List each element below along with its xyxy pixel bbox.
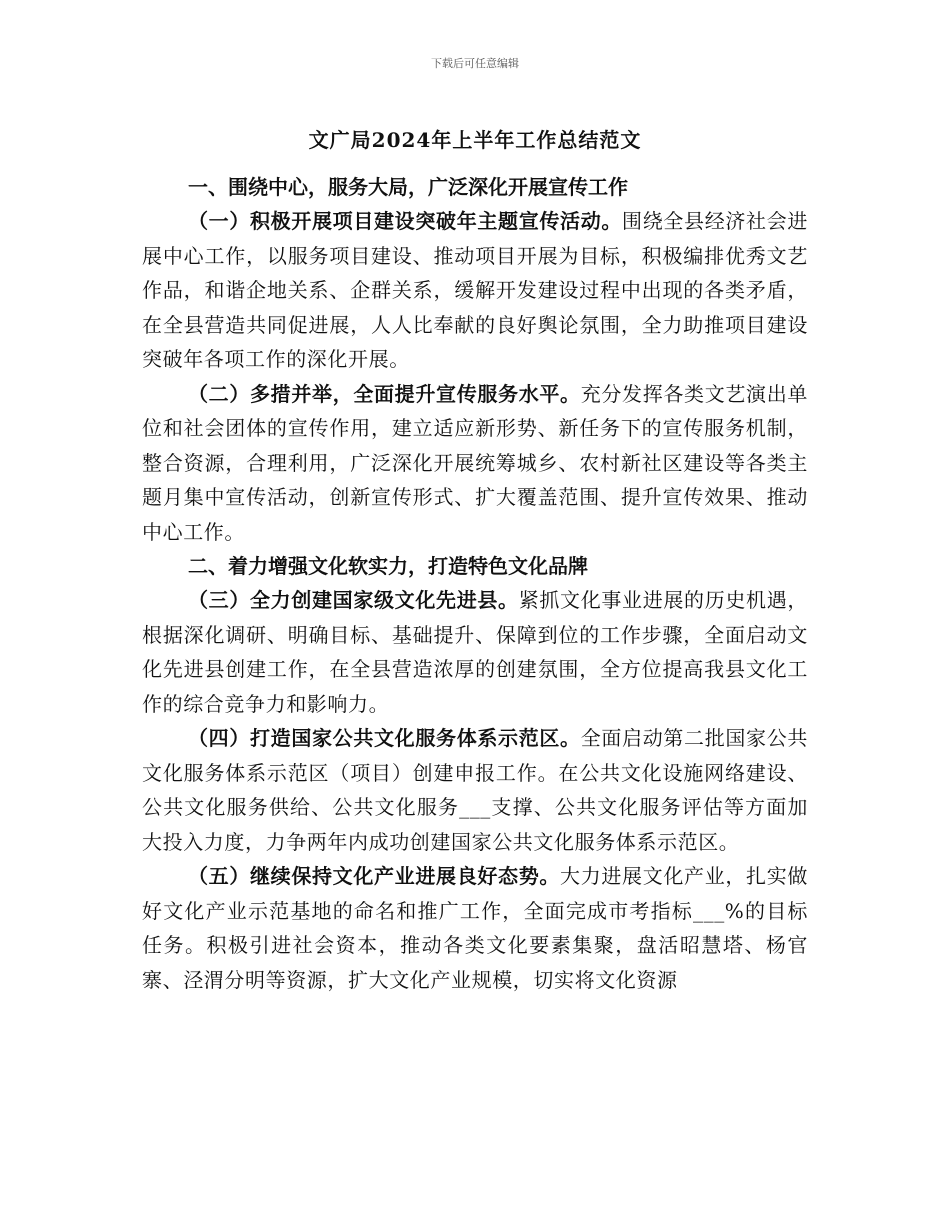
paragraph bbox=[142, 204, 808, 377]
paragraph-lead: （三）全力创建国家级文化先进县。 bbox=[188, 588, 519, 612]
paragraph-lead: （四）打造国家公共文化服务体系示范区。 bbox=[188, 726, 581, 750]
paragraph-body: 大力进展文化产业，扎实做好文化产业示范基地的命名和推广工作，全面完成市考指标___%的目标任务。积极引进社会资本，推动各类文化要素集聚，盘活昭慧塔、杨官寨、泾渭分明等资源，扩大文化产业规模，切实将文化资源 bbox=[142, 864, 808, 992]
document-title: 文广局2024年上半年工作总结范文 bbox=[308, 128, 642, 152]
paragraph-lead: （二）多措并举，全面提升宣传服务水平。 bbox=[188, 381, 581, 406]
paragraph bbox=[142, 859, 808, 997]
paragraph-lead: （五）继续保持文化产业进展良好态势。 bbox=[188, 864, 561, 888]
paragraph-body: 紧抓文化事业进展的历史机遇，根据深化调研、明确目标、基础提升、保障到位的工作步骤，全面启动文化先进县创建工作，在全县营造浓厚的创建氛围，全方位提高我县文化工作的综合竞争力和影响力。 bbox=[142, 588, 808, 716]
paragraph-lead: （一）积极开展项目建设突破年主题宣传活动。 bbox=[188, 209, 623, 233]
paragraph bbox=[142, 377, 808, 550]
section-heading: 一、围绕中心，服务大局，广泛深化开展宣传工作 bbox=[188, 175, 628, 199]
paragraph-body: 充分发挥各类文艺演出单位和社会团体的宣传作用，建立适应新形势、新任务下的宣传服务机制，整合资源，合理利用，广泛深化开展统筹城乡、农村新社区建设等各类主题月集中宣传活动，创新宣传形式、扩大覆盖范围、提升宣传效果、推动中心工作。 bbox=[142, 381, 808, 544]
document-body bbox=[142, 170, 808, 997]
paragraph-body: 全面启动第二批国家公共文化服务体系示范区（项目）创建申报工作。在公共文化设施网络建设、公共文化服务供给、公共文化服务___支撑、公共文化服务评估等方面加大投入力度，力争两年内成功创建国家公共文化服务体系示范区。 bbox=[142, 726, 808, 854]
page-header-note: 下载后可任意编辑 bbox=[431, 57, 519, 70]
paragraph bbox=[142, 583, 808, 721]
section-heading: 二、着力增强文化软实力，打造特色文化品牌 bbox=[188, 554, 588, 578]
paragraph bbox=[142, 721, 808, 859]
paragraph-body: 围绕全县经济社会进展中心工作，以服务项目建设、推动项目开展为目标，积极编排优秀文艺作品，和谐企地关系、企群关系，缓解开发建设过程中出现的各类矛盾，在全县营造共同促进展，人人比奉献的良好舆论氛围，全力助推项目建设突破年各项工作的深化开展。 bbox=[142, 209, 808, 371]
